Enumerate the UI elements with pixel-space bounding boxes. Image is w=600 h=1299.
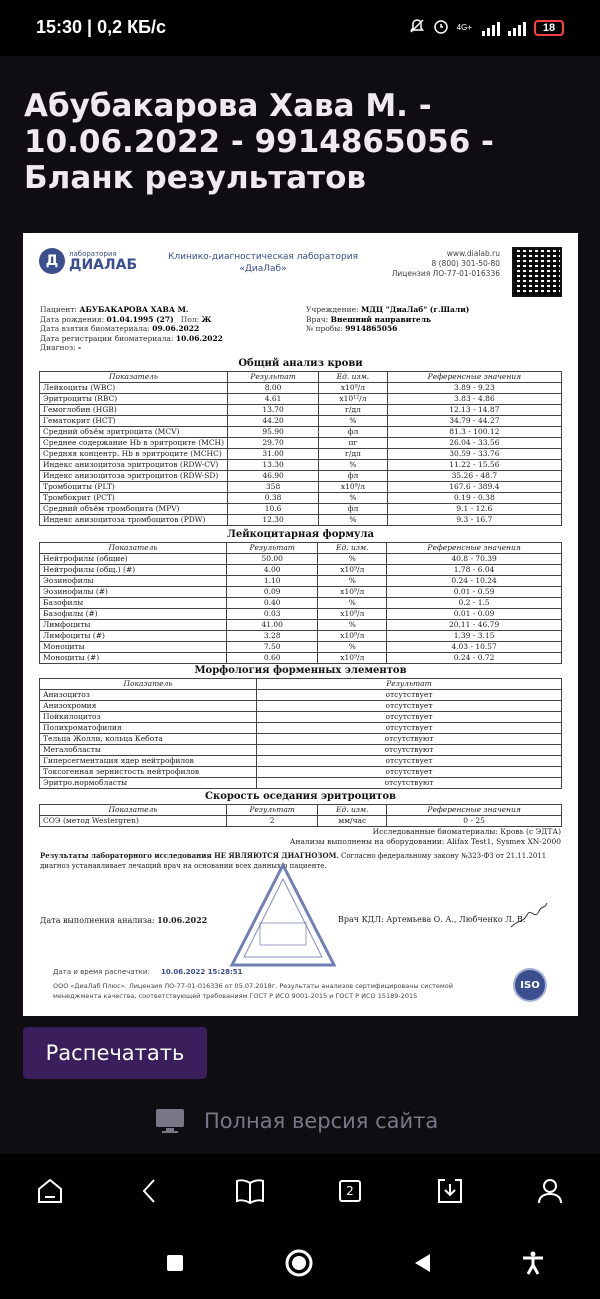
- table-row: [40, 427, 562, 438]
- downloads-icon[interactable]: [435, 1176, 465, 1206]
- table-cell: x10⁹/л: [318, 565, 387, 576]
- table-cell: 20.11 - 46.79: [387, 620, 562, 631]
- table-cell: Гематокрит (HCT): [40, 416, 228, 427]
- table-header: [40, 679, 562, 690]
- table-row: [40, 554, 562, 565]
- table-cell: фл: [319, 471, 388, 482]
- doctor-label: Врач:: [306, 314, 329, 324]
- table-cell: 4.03 - 10.57: [387, 642, 562, 653]
- doctor-value: Внешний направитель: [330, 314, 432, 324]
- table-cell: 358: [228, 482, 319, 493]
- android-nav-bar: [0, 1226, 600, 1299]
- recents-icon[interactable]: [160, 1248, 190, 1278]
- table-cell: Анизохромия: [40, 701, 257, 712]
- printed-label: Дата и время распечатки:: [53, 968, 150, 976]
- table-cell: 11.22 - 15.56: [387, 460, 561, 471]
- lab-name-line1: Клинико-диагностическая лаборатория: [168, 252, 358, 262]
- dialab-logo-icon: Д: [39, 248, 65, 274]
- table-cell: 46.90: [228, 471, 319, 482]
- table-cell: отсутствует: [257, 701, 562, 712]
- column-header: Показатель: [40, 805, 227, 816]
- license-text: ООО «ДиаЛаб Плюс». Лицензия ЛО-77-01-016336 от 05.07.2018г. Результаты анализов сертифицированы системой менеджмента качества, соответствующей требованиям ГОСТ Р ИСО 9001-2015 и ГОСТ Р ИСО 15189-2015: [53, 982, 453, 1000]
- table-cell: 50.00: [227, 554, 318, 565]
- table-cell: 95.90: [228, 427, 319, 438]
- table-cell: 44.20: [228, 416, 319, 427]
- lab-name: [163, 251, 363, 275]
- column-header: Ед. изм.: [318, 805, 387, 816]
- table-cell: x10⁹/л: [319, 383, 388, 394]
- disclaimer-bold: Результаты лабораторного исследования НЕ ЯВЛЯЮТСЯ ДИАГНОЗОМ.: [40, 851, 339, 860]
- table-cell: Индекс анизоцитоза эритроцитов (RDW-CV): [40, 460, 228, 471]
- table-row: [40, 493, 562, 504]
- morph-table: [39, 678, 562, 789]
- table-cell: Эозинофилы: [40, 576, 227, 587]
- signal-icon-2: [508, 20, 526, 36]
- table-cell: Эритроциты (RBC): [40, 394, 228, 405]
- table-row: [40, 405, 562, 416]
- esr-table: [39, 804, 562, 827]
- table-row: [40, 504, 562, 515]
- table-row: [40, 383, 562, 394]
- tabs-button[interactable]: [335, 1176, 365, 1206]
- table-cell: 34.79 - 44.27: [387, 416, 561, 427]
- table-cell: отсутствует: [257, 723, 562, 734]
- table-cell: отсутствуют: [257, 778, 562, 789]
- table-cell: мм/час: [318, 816, 387, 827]
- column-header: Показатель: [40, 679, 257, 690]
- table-cell: x10⁹/л: [318, 609, 387, 620]
- patient-name: АБУБАКАРОВА ХАВА М.: [79, 305, 189, 314]
- table-row: [40, 587, 562, 598]
- table-cell: 30.59 - 33.76: [387, 449, 561, 460]
- back-nav-icon[interactable]: [408, 1248, 438, 1278]
- table-cell: Лимфоциты: [40, 620, 227, 631]
- leuko-table: [39, 542, 562, 664]
- table-cell: 0.60: [227, 653, 318, 664]
- logo-small-text: лаборатория: [69, 250, 117, 258]
- bookmarks-icon[interactable]: [235, 1176, 265, 1206]
- table-cell: фл: [319, 504, 388, 515]
- reg-value: 10.06.2022: [175, 333, 223, 343]
- lab-license: Лицензия ЛО-77-01-016336: [391, 269, 500, 278]
- table-cell: Средняя концентр. Hb в эритроците (MCHC): [40, 449, 228, 460]
- biomaterial-note: Исследованные биоматериалы: Кровь (с ЭДТА): [372, 827, 561, 836]
- table-cell: Полихроматофилия: [40, 723, 257, 734]
- column-header: Показатель: [40, 543, 227, 554]
- stamp-icon: [228, 861, 338, 973]
- inst-label: Учреждение:: [306, 305, 359, 314]
- table-cell: 0 - 25: [387, 816, 562, 827]
- page-title: Абубакарова Хава М. - 10.06.2022 - 9914865056 - Бланк результатов: [24, 88, 494, 196]
- table-cell: 1.10: [227, 576, 318, 587]
- logo-big-text: ДИАЛАБ: [69, 257, 138, 273]
- disclaimer-text: Согласно федеральному закону №323-ФЗ от 21.11.2011 диагноз устанавливает лечащий врач на основании всех данных о пациенте.: [40, 852, 547, 870]
- table-cell: 35.26 - 48.7: [387, 471, 561, 482]
- table-row: [40, 460, 562, 471]
- table-row: [40, 653, 562, 664]
- column-header: Ед. изм.: [319, 372, 388, 383]
- monitor-icon: [154, 1107, 186, 1135]
- table-cell: отсутствует: [257, 690, 562, 701]
- table-cell: 40.8 - 70.39: [387, 554, 562, 565]
- table-cell: Моноциты (#): [40, 653, 227, 664]
- esr-title: Скорость оседания эритроцитов: [205, 791, 396, 802]
- column-header: Референсные значения: [387, 543, 562, 554]
- dob-label: Дата рождения:: [40, 314, 105, 324]
- table-row: [40, 449, 562, 460]
- table-row: [40, 767, 562, 778]
- table-cell: 3.89 - 9.23: [387, 383, 561, 394]
- table-cell: 1.78 - 6.04: [387, 565, 562, 576]
- table-cell: Тромбоциты (PLT): [40, 482, 228, 493]
- table-cell: г/дл: [319, 405, 388, 416]
- table-cell: x10⁹/л: [318, 653, 387, 664]
- sample-value: 9914865056: [345, 324, 398, 333]
- accessibility-icon[interactable]: [518, 1248, 548, 1278]
- table-cell: 0.24 - 10.24: [387, 576, 562, 587]
- table-cell: %: [318, 642, 387, 653]
- table-cell: 0.40: [227, 598, 318, 609]
- home-nav-icon[interactable]: [284, 1248, 314, 1278]
- table-cell: пг: [319, 438, 388, 449]
- table-cell: Гемоглобин (HGB): [40, 405, 228, 416]
- table-row: [40, 598, 562, 609]
- table-cell: %: [318, 598, 387, 609]
- column-header: Ед. изм.: [318, 543, 387, 554]
- table-cell: %: [318, 554, 387, 565]
- lab-contacts: [392, 249, 500, 279]
- alarm-icon: [433, 18, 449, 38]
- table-cell: x10⁹/л: [318, 631, 387, 642]
- table-header: [40, 543, 562, 554]
- table-cell: 0.09: [227, 587, 318, 598]
- table-cell: %: [319, 515, 388, 526]
- date-done: [40, 915, 207, 925]
- table-cell: Тельца Жолли, кольца Кебота: [40, 734, 257, 745]
- network-type: 4G+: [456, 23, 472, 32]
- table-header: [40, 372, 562, 383]
- morph-title: Морфология форменных элементов: [194, 665, 407, 676]
- table-cell: Базофилы: [40, 598, 227, 609]
- doctor-kdl: Врач КДЛ: Артемьева О. А., Любченко Л. В.: [338, 915, 526, 924]
- table-cell: 1.39 - 3.15: [387, 631, 562, 642]
- printed-at: [53, 968, 243, 976]
- table-row: [40, 723, 562, 734]
- table-cell: Среднее содержание Hb в эритроците (MCH): [40, 438, 228, 449]
- table-row: [40, 712, 562, 723]
- diag-value: -: [78, 343, 82, 352]
- column-header: Результат: [227, 543, 318, 554]
- column-header: Показатель: [40, 372, 228, 383]
- home-icon[interactable]: [35, 1176, 65, 1206]
- diag-label: Диагноз:: [40, 343, 76, 352]
- equipment-note: Анализы выполнены на оборудовании: Alifax Test1, Sysmex XN-2000: [289, 837, 561, 846]
- table-row: [40, 394, 562, 405]
- iso-badge-icon: ISO: [513, 968, 547, 1002]
- table-row: [40, 816, 562, 827]
- table-cell: Гиперсегментация ядер нейтрофилов: [40, 756, 257, 767]
- table-cell: 0.24 - 0.72: [387, 653, 562, 664]
- table-cell: 0.19 - 0.38: [387, 493, 561, 504]
- inst-value: МДЦ "ДиаЛаб" (г.Шали): [360, 305, 470, 314]
- lab-site: www.dialab.ru: [446, 249, 500, 258]
- table-cell: Средний объём эритроцита (MCV): [40, 427, 228, 438]
- column-header: Результат: [228, 372, 319, 383]
- table-row: [40, 620, 562, 631]
- table-cell: 12.13 - 14.87: [387, 405, 561, 416]
- table-cell: 9.1 - 12.6: [387, 504, 561, 515]
- table-cell: отсутствует: [257, 756, 562, 767]
- table-cell: Эозинофилы (#): [40, 587, 227, 598]
- lab-name-line2: «ДиаЛаб»: [239, 264, 287, 274]
- table-row: [40, 631, 562, 642]
- profile-icon[interactable]: [535, 1176, 565, 1206]
- mute-icon: [409, 18, 425, 38]
- table-row: [40, 690, 562, 701]
- table-cell: 31.00: [228, 449, 319, 460]
- table-cell: отсутствуют: [257, 745, 562, 756]
- table-cell: 13.30: [228, 460, 319, 471]
- status-bar: [0, 0, 600, 56]
- table-cell: Нейтрофилы (общие): [40, 554, 227, 565]
- printed-value: 10.06.2022 15:28:51: [160, 968, 243, 976]
- browser-toolbar: [0, 1154, 600, 1226]
- table-cell: 41.00: [227, 620, 318, 631]
- table-cell: 13.70: [228, 405, 319, 416]
- status-time: 15:30 | 0,2 КБ/с: [36, 17, 167, 37]
- cbc-title: Общий анализ крови: [238, 358, 363, 369]
- table-row: [40, 416, 562, 427]
- table-cell: 0.01 - 0.59: [387, 587, 562, 598]
- table-cell: Тромбокрит (PCT): [40, 493, 228, 504]
- table-row: [40, 778, 562, 789]
- date-done-value: 10.06.2022: [157, 915, 208, 925]
- table-cell: x10⁹/л: [318, 587, 387, 598]
- table-cell: 0.01 - 0.09: [387, 609, 562, 620]
- table-cell: Индекс анизоцитоза эритроцитов (RDW-SD): [40, 471, 228, 482]
- table-cell: 7.50: [227, 642, 318, 653]
- table-cell: 3.83 - 4.86: [387, 394, 561, 405]
- table-header: [40, 805, 562, 816]
- table-cell: Токсогенная зернистость нейтрофилов: [40, 767, 257, 778]
- lab-logo: [39, 248, 137, 274]
- table-row: [40, 565, 562, 576]
- table-row: [40, 642, 562, 653]
- table-row: [40, 515, 562, 526]
- result-document: [23, 233, 578, 1016]
- column-header: Референсные значения: [387, 372, 561, 383]
- table-cell: фл: [319, 427, 388, 438]
- table-cell: 3.28: [227, 631, 318, 642]
- leuko-title: Лейкоцитарная формула: [227, 529, 374, 540]
- table-cell: 4.61: [228, 394, 319, 405]
- table-cell: отсутствует: [257, 767, 562, 778]
- table-cell: 167.6 - 389.4: [387, 482, 561, 493]
- table-cell: 2: [227, 816, 318, 827]
- table-cell: Мегалобласты: [40, 745, 257, 756]
- cbc-table: [39, 371, 562, 526]
- table-cell: %: [319, 460, 388, 471]
- date-done-label: Дата выполнения анализа:: [40, 916, 155, 925]
- table-cell: x10⁹/л: [319, 482, 388, 493]
- table-cell: 10.6: [228, 504, 319, 515]
- table-cell: Анизоцитоз: [40, 690, 257, 701]
- reg-label: Дата регистрации биоматериала:: [40, 333, 174, 343]
- table-row: [40, 438, 562, 449]
- battery-icon: 18: [534, 20, 564, 36]
- table-cell: Индекс анизоцитоза тромбоцитов (PDW): [40, 515, 228, 526]
- table-cell: 8.00: [228, 383, 319, 394]
- table-row: [40, 701, 562, 712]
- lab-phone: 8 (800) 301-50-80: [431, 259, 500, 268]
- table-row: [40, 609, 562, 620]
- signature-icon: [509, 901, 549, 931]
- table-cell: отсутствует: [257, 712, 562, 723]
- table-cell: %: [319, 416, 388, 427]
- table-cell: %: [318, 620, 387, 631]
- column-header: Референсные значения: [387, 805, 562, 816]
- back-icon[interactable]: [135, 1176, 165, 1206]
- table-row: [40, 576, 562, 587]
- taken-value: 09.06.2022: [152, 324, 200, 333]
- sex-value: Ж: [201, 314, 212, 324]
- table-cell: 9.3 - 16.7: [387, 515, 561, 526]
- table-cell: г/дл: [319, 449, 388, 460]
- table-cell: СОЭ (метод Westergren): [40, 816, 227, 827]
- sex-label: Пол:: [180, 314, 200, 324]
- table-cell: x10¹²/л: [319, 394, 388, 405]
- table-cell: Эритро.нормобласты: [40, 778, 257, 789]
- table-cell: Лимфоциты (#): [40, 631, 227, 642]
- taken-label: Дата взятия биоматериала:: [40, 324, 150, 333]
- table-cell: отсутствуют: [257, 734, 562, 745]
- table-cell: Пойкилоцитоз: [40, 712, 257, 723]
- sample-label: № пробы:: [306, 324, 343, 333]
- signal-icon-1: [482, 20, 500, 36]
- table-cell: 0.03: [227, 609, 318, 620]
- column-header: Результат: [227, 805, 318, 816]
- table-row: [40, 745, 562, 756]
- table-row: [40, 734, 562, 745]
- table-row: [40, 756, 562, 767]
- qr-code: [512, 247, 562, 297]
- table-cell: 81.3 - 100.12: [387, 427, 561, 438]
- table-cell: 26.04 - 33.56: [387, 438, 561, 449]
- table-cell: 12.30: [228, 515, 319, 526]
- full-version-link[interactable]: [154, 1107, 438, 1135]
- table-cell: 29.70: [228, 438, 319, 449]
- table-cell: %: [319, 493, 388, 504]
- table-cell: Нейтрофилы (общ.) (#): [40, 565, 227, 576]
- table-cell: 0.38: [228, 493, 319, 504]
- table-cell: Моноциты: [40, 642, 227, 653]
- tab-count: 2: [339, 1180, 361, 1202]
- dob-value: 01.04.1995 (27): [106, 314, 174, 324]
- status-icons: [409, 18, 564, 38]
- table-row: [40, 482, 562, 493]
- table-cell: Средний объём тромбоцита (MPV): [40, 504, 228, 515]
- patient-label: Пациент:: [40, 305, 77, 314]
- table-cell: %: [318, 576, 387, 587]
- table-row: [40, 471, 562, 482]
- table-cell: Лейкоциты (WBC): [40, 383, 228, 394]
- full-version-label: Полная версия сайта: [204, 1109, 439, 1133]
- table-cell: Базофилы (#): [40, 609, 227, 620]
- print-button[interactable]: Распечатать: [23, 1027, 207, 1079]
- table-cell: 0.2 - 1.5: [387, 598, 562, 609]
- table-cell: 4.00: [227, 565, 318, 576]
- column-header: Результат: [257, 679, 562, 690]
